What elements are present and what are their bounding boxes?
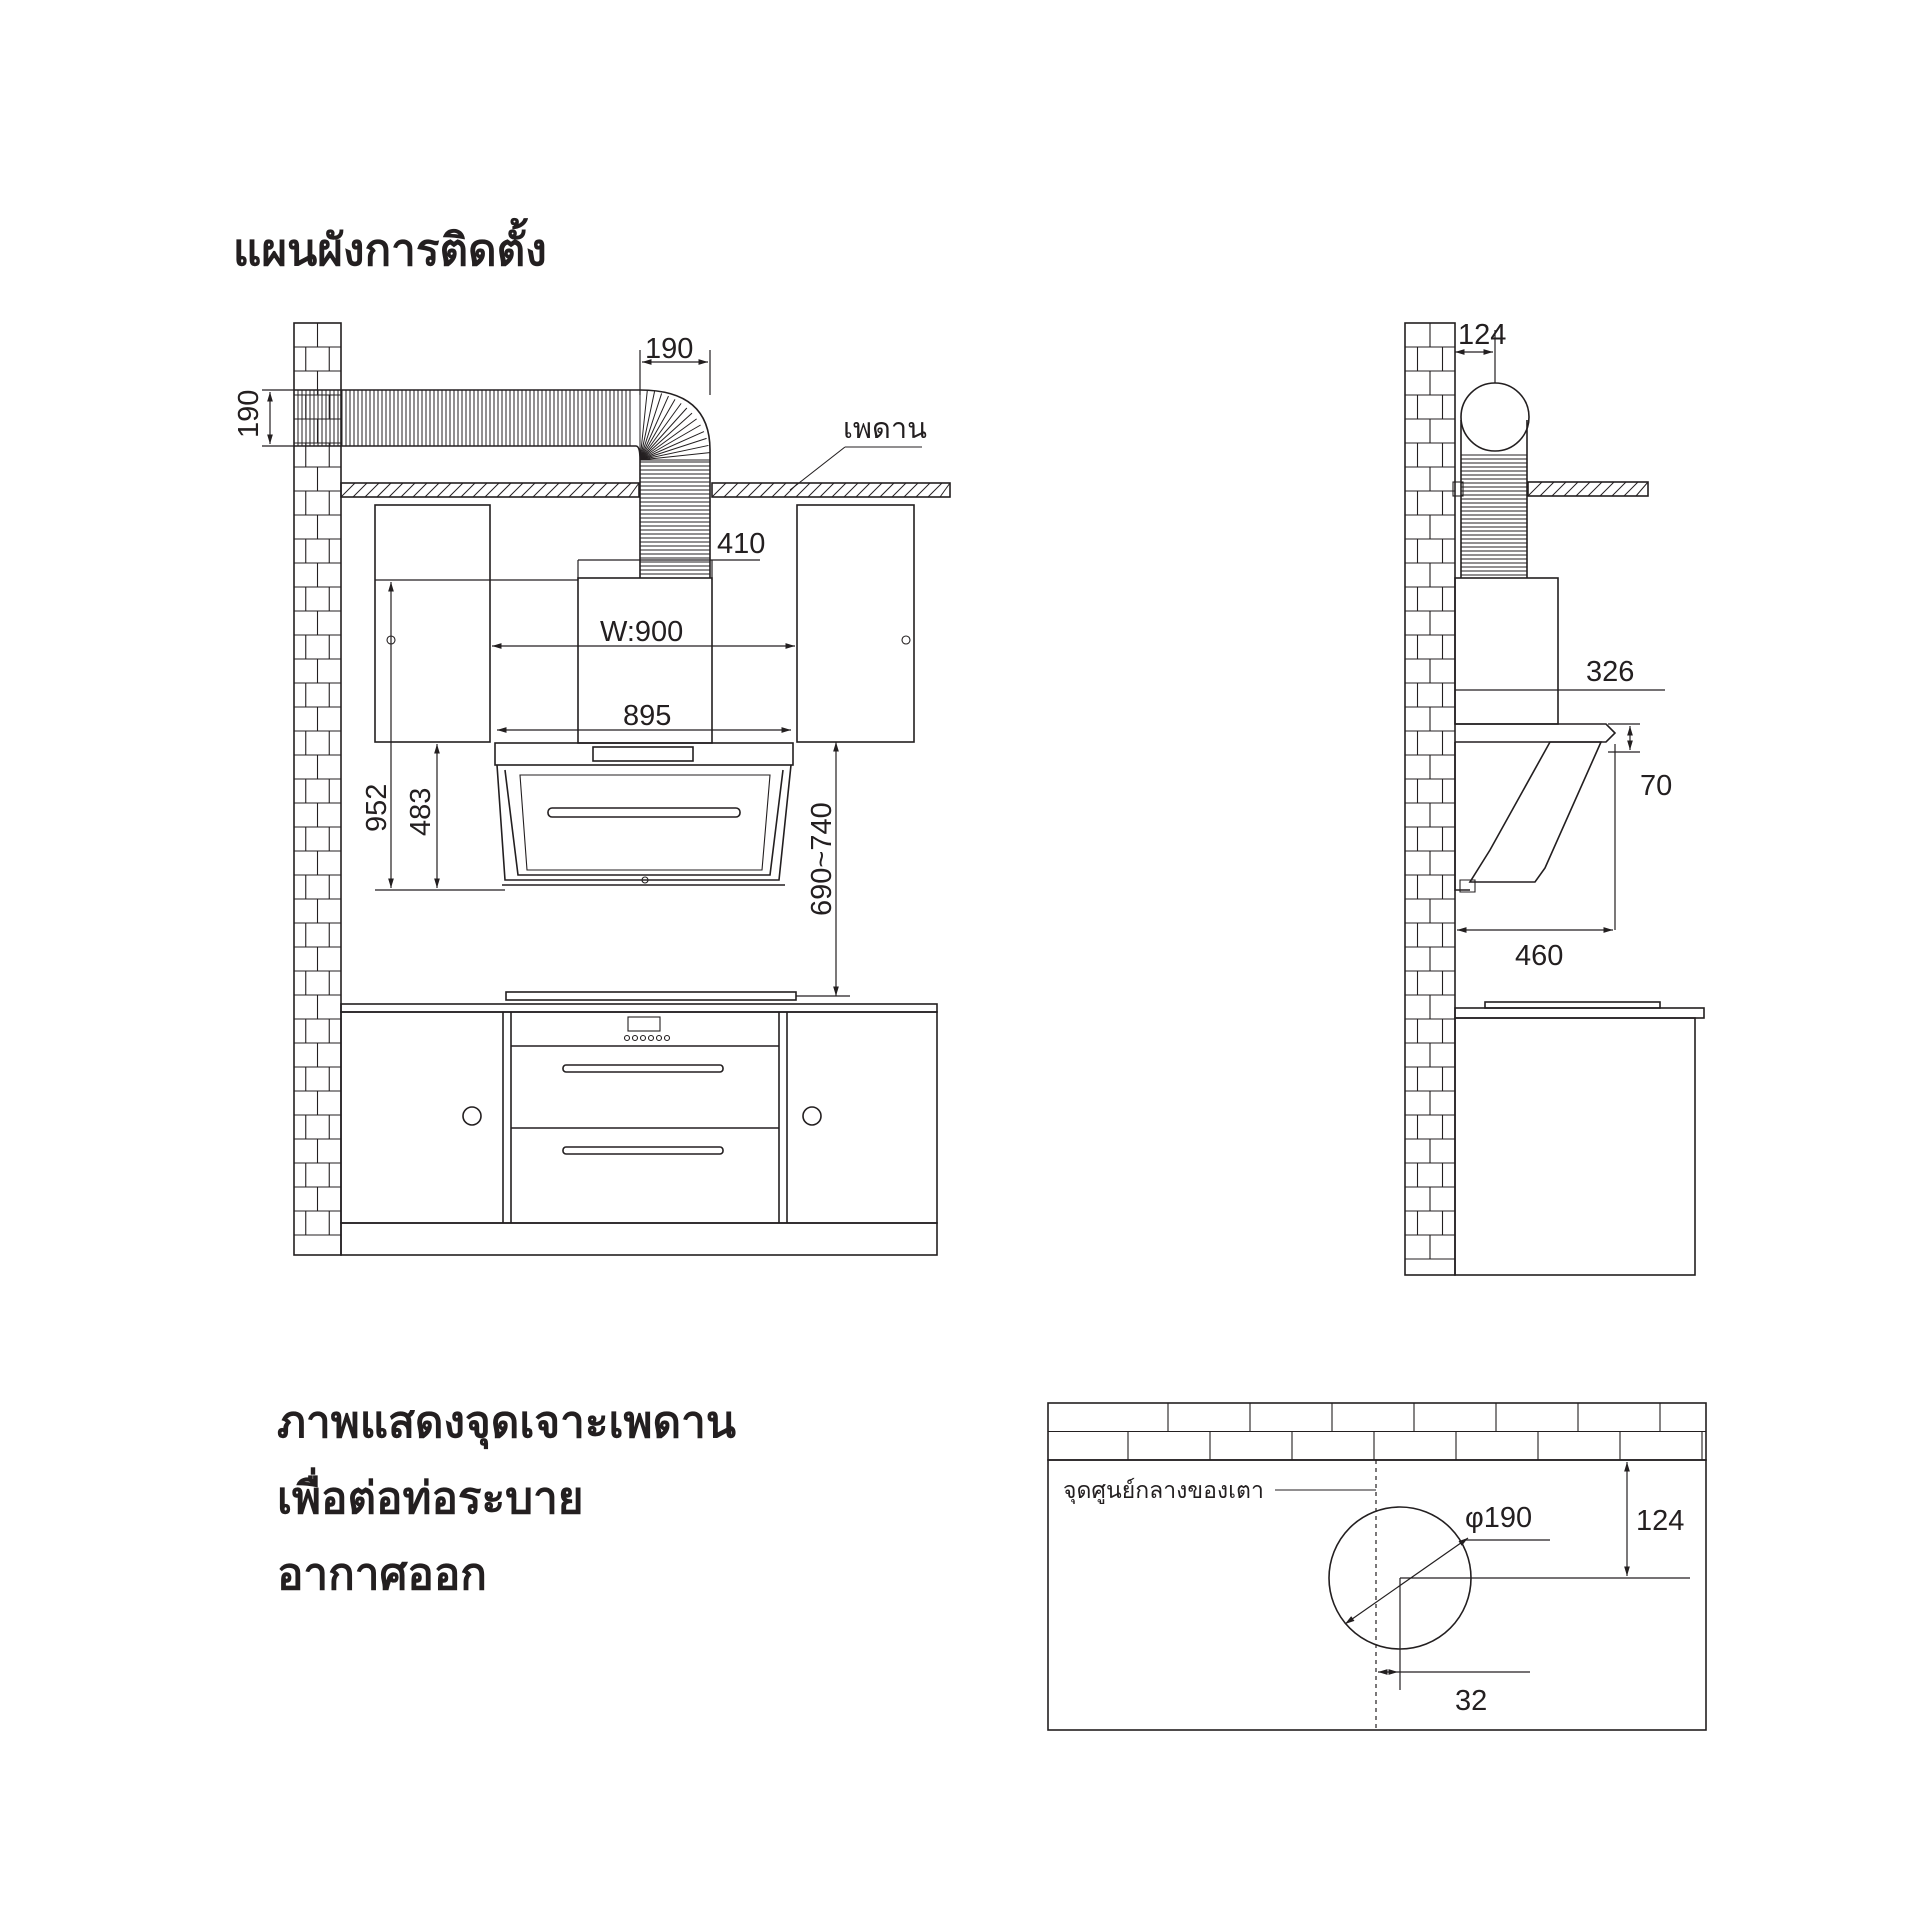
dim-total-width: W:900 (600, 616, 684, 648)
wall-cabinet-right (797, 505, 914, 742)
cabinet-side (1455, 1002, 1704, 1275)
dim-chimney-depth: 326 (1586, 656, 1635, 688)
hole-title-line-3: อากาศออก (277, 1549, 487, 1600)
page-title: แผนผังการติดตั้ง (233, 225, 547, 276)
base-cabinet (341, 992, 937, 1255)
ceiling-label: เพดาน (843, 413, 927, 445)
dim-side-duct-offset: 124 (1458, 319, 1507, 351)
range-hood-front (495, 743, 793, 885)
dim-height-952: 952 (361, 783, 393, 832)
side-view (1405, 319, 1704, 1275)
dim-hood-width: 895 (623, 700, 672, 732)
chimney-side (1455, 578, 1558, 724)
range-hood-side (1455, 724, 1615, 892)
brick-wall-side (1405, 323, 1455, 1275)
dim-hole-offset-y: 124 (1636, 1505, 1685, 1537)
center-label: จุดศูนย์กลางของเตา (1063, 1477, 1264, 1503)
brick-wall-top (1048, 1403, 1706, 1460)
hole-title-line-1: ภาพแสดงจุดเจาะเพดาน (277, 1397, 736, 1448)
hole-title-line-2: เพื่อต่อท่อระบาย (277, 1473, 584, 1524)
dim-front-height: 70 (1640, 770, 1673, 802)
duct-side (1461, 383, 1529, 578)
dim-duct-height: 190 (233, 389, 265, 438)
dim-hole-offset-x: 32 (1455, 1685, 1488, 1717)
flex-duct (294, 390, 710, 578)
dim-hood-depth: 460 (1515, 940, 1564, 972)
dim-duct-width: 190 (645, 333, 694, 365)
dim-chimney-width: 410 (717, 528, 766, 560)
dim-clearance: 690~740 (806, 802, 838, 916)
brick-wall-front (294, 323, 341, 1255)
side-dimensions (1455, 319, 1672, 972)
dim-hole-diameter: φ190 (1465, 1502, 1533, 1534)
wall-cabinet-left (375, 505, 490, 742)
ceiling-hole-section (277, 1397, 1706, 1730)
dim-height-483: 483 (405, 787, 437, 836)
front-view (233, 323, 950, 1255)
